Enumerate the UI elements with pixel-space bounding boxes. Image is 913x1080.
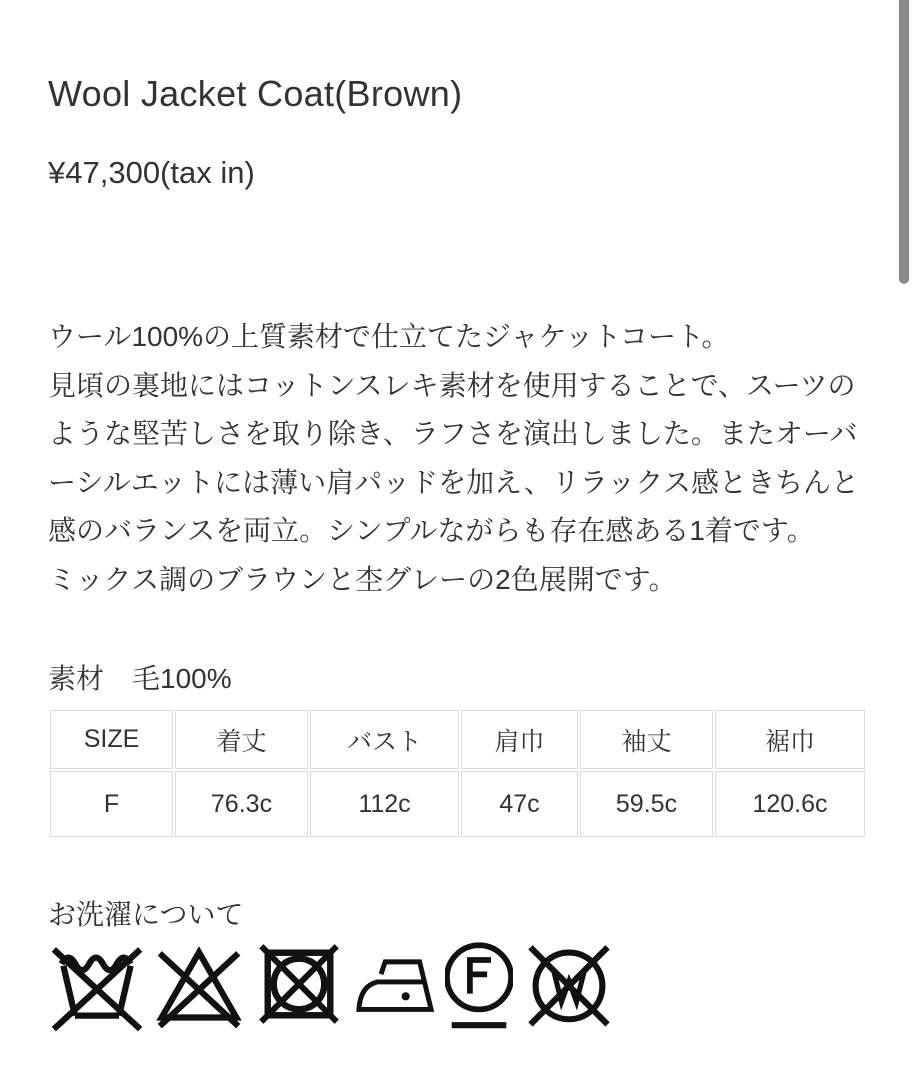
- description-line: 感のバランスを両立。シンプルながらも存在感ある1着です。: [48, 515, 815, 546]
- do-not-bleach-icon: [154, 936, 244, 1032]
- iron-low-heat-icon: [354, 936, 436, 1032]
- care-section-heading: お洗濯について: [48, 899, 244, 930]
- description-line: ミックス調のブラウンと杢グレーの2色展開です。: [48, 563, 677, 595]
- scrollbar-thumb[interactable]: [899, 0, 909, 284]
- do-not-tumble-dry-icon: [253, 936, 345, 1032]
- do-not-wet-clean-icon: [522, 936, 616, 1032]
- size-table-header: SIZE: [50, 710, 173, 769]
- product-price: ¥47,300(tax in): [48, 155, 255, 190]
- description-line: ような堅苦しさを取り除き、ラフさを演出しました。またオーバ: [48, 418, 858, 449]
- size-spec-table: [48, 708, 867, 839]
- description-line: ーシルエットには薄い肩パッドを加え、リラックス感ときちんと: [48, 466, 860, 498]
- size-table-header: 裾巾: [715, 710, 865, 769]
- size-table-header: 肩巾: [461, 710, 578, 769]
- dry-clean-petroleum-gentle-icon: [445, 936, 513, 1032]
- size-table-cell: 76.3c: [175, 771, 308, 837]
- size-table-header: 着丈: [175, 710, 308, 769]
- size-table-header: 袖丈: [580, 710, 713, 769]
- size-table-header: バスト: [310, 710, 459, 769]
- do-not-wash-icon: [49, 936, 145, 1032]
- size-table-cell: 47c: [461, 771, 578, 837]
- size-table-header-row: [50, 710, 865, 769]
- description-line: 見頃の裏地にはコットンスレキ素材を使用することで、スーツの: [48, 369, 856, 401]
- material-label: 素材 毛100%: [48, 663, 232, 694]
- size-table-data-row: [50, 771, 865, 837]
- size-table-cell: F: [50, 771, 173, 837]
- size-table-cell: 120.6c: [715, 771, 865, 837]
- description-line: ウール100%の上質素材で仕立てたジャケットコート。: [48, 321, 730, 352]
- size-table-cell: 59.5c: [580, 771, 713, 837]
- size-table-cell: 112c: [310, 771, 459, 837]
- product-title: Wool Jacket Coat(Brown): [48, 73, 463, 115]
- product-description: [48, 313, 872, 604]
- care-symbols-row: [49, 936, 616, 1032]
